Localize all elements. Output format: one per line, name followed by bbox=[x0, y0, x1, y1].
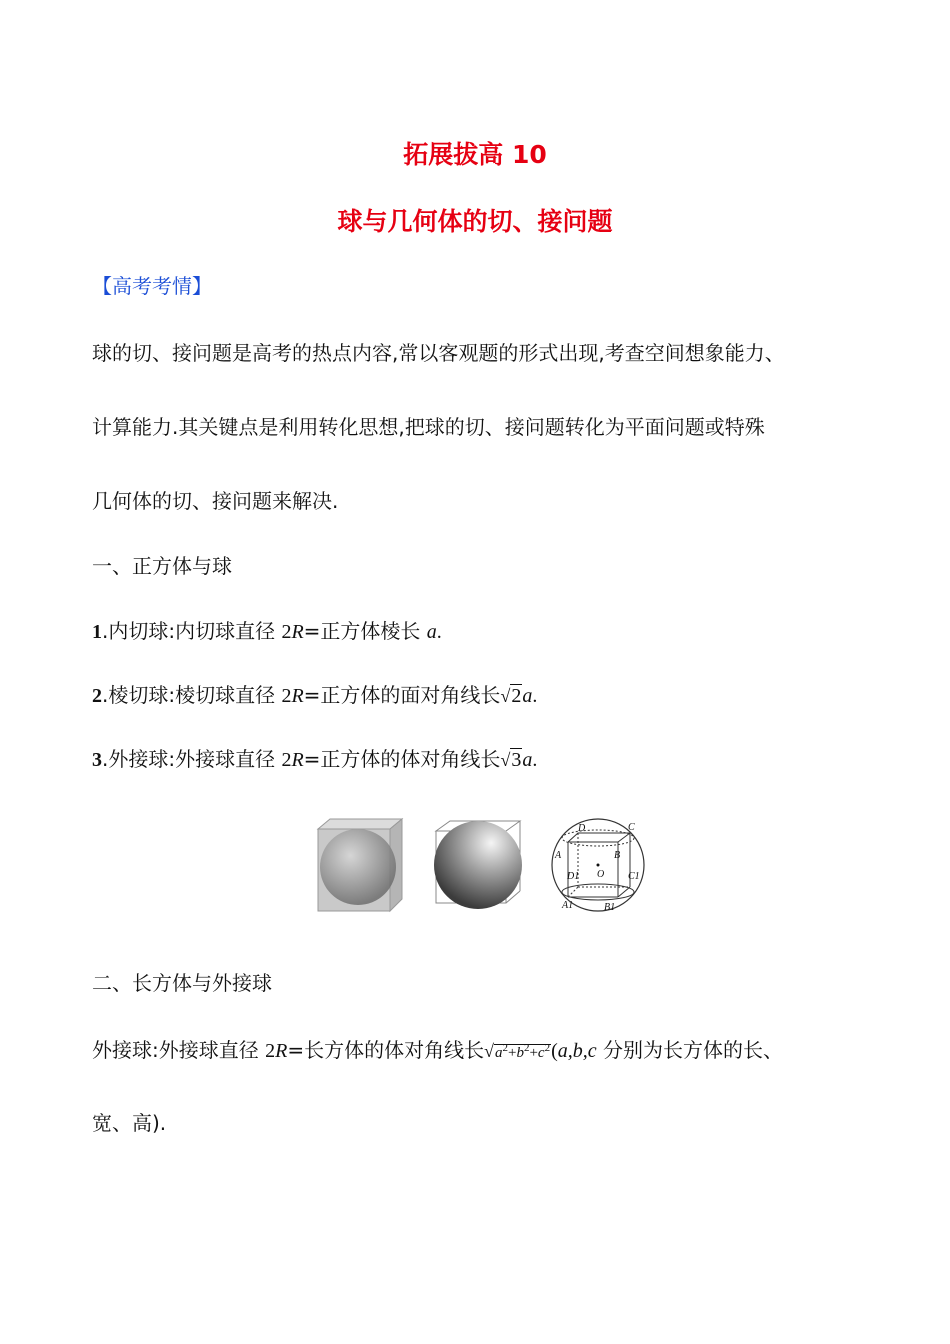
circumscribed-sphere-figure bbox=[548, 815, 648, 915]
radical: √3 bbox=[500, 749, 522, 771]
item-number: 3 bbox=[92, 749, 102, 771]
section-tag: 【高考考情】 bbox=[92, 274, 212, 298]
intro-line-2: 计算能力.其关键点是利用转化思想,把球的切、接问题转化为平面问题或特殊 bbox=[92, 415, 765, 439]
label-b: B bbox=[614, 850, 621, 861]
page-subtitle: 球与几何体的切、接问题 bbox=[337, 207, 613, 236]
inscribed-sphere-figure bbox=[316, 815, 404, 913]
label-b1: B1 bbox=[604, 902, 616, 913]
radical: $√a^2+b^2+c^2$ bbox=[484, 1041, 551, 1061]
section2-heading: 二、长方体与外接球 bbox=[92, 971, 272, 995]
page-title: 拓展拔高 10 bbox=[403, 140, 547, 169]
label-a: A bbox=[555, 850, 562, 861]
radical: √2 bbox=[500, 685, 522, 707]
label-a1: A1 bbox=[562, 900, 574, 911]
item-number: 1 bbox=[92, 621, 102, 643]
section2-line-2: 宽、高). bbox=[92, 1111, 167, 1135]
intro-line-3: 几何体的切、接问题来解决. bbox=[92, 489, 339, 513]
section1-heading: 一、正方体与球 bbox=[92, 554, 232, 578]
label-c1: C1 bbox=[628, 871, 640, 882]
item-3: 3.外接球:外接球直径 2R=正方体的体对角线长√3a. bbox=[92, 745, 537, 774]
item-number: 2 bbox=[92, 685, 102, 707]
label-o: O bbox=[597, 869, 605, 880]
item-2: 2.棱切球:棱切球直径 2R=正方体的面对角线长√2a. bbox=[92, 681, 537, 710]
label-d: D bbox=[578, 823, 586, 834]
label-d1: D1 bbox=[567, 871, 580, 882]
section2-formula-line: 外接球:外接球直径 2R=长方体的体对角线长$√a^2+b^2+c^2(a,b,c$ 分别为长方体的长、 bbox=[92, 1034, 783, 1067]
intro-line-1: 球的切、接问题是高考的热点内容,常以客观题的形式出现,考查空间想象能力、 bbox=[92, 341, 785, 365]
item-1: 1.内切球:内切球直径 2R=正方体棱长 a. bbox=[92, 619, 442, 643]
label-c: C bbox=[628, 822, 635, 833]
edge-tangent-sphere-figure bbox=[430, 815, 526, 913]
